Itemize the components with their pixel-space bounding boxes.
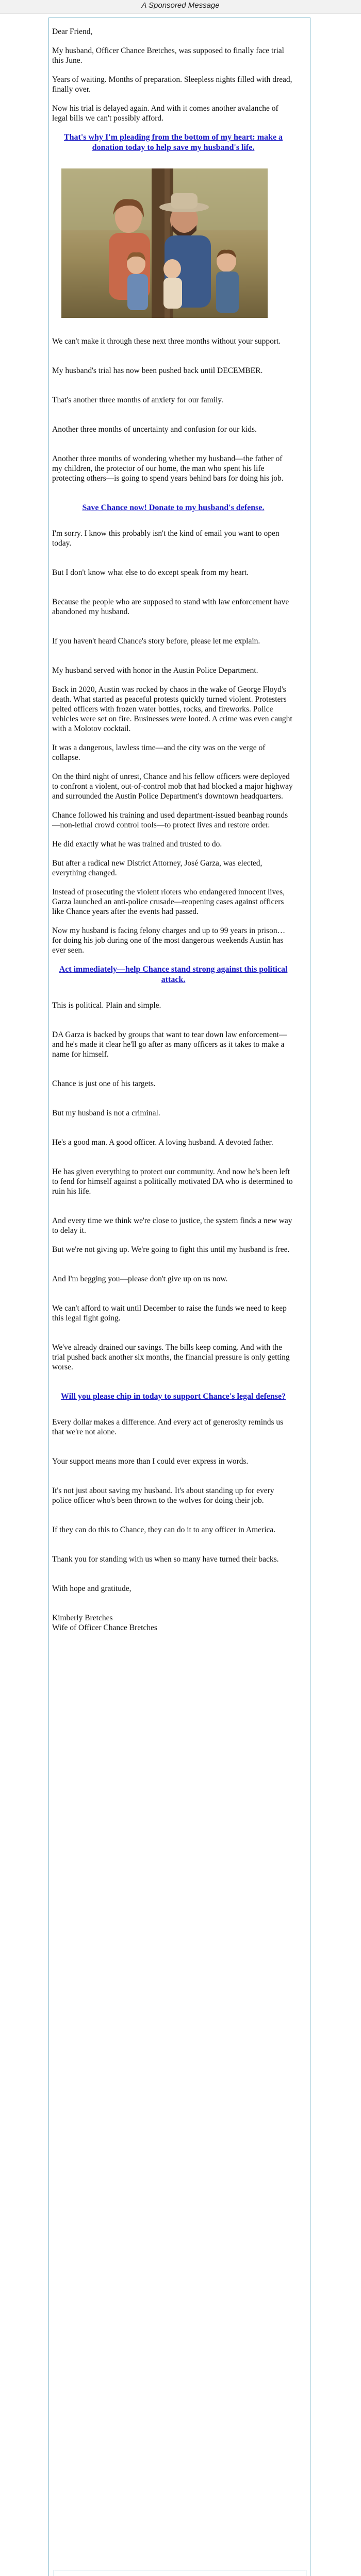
paragraph: Another three months of uncertainty and confusion for our kids. xyxy=(52,425,257,434)
paragraph: I'm sorry. I know this probably isn't the kind of email you want to open today. xyxy=(52,529,280,548)
paragraph: Years of waiting. Months of preparation. Sleepless nights filled with dread, finally over. xyxy=(52,75,292,94)
paragraph: Chance is just one of his targets. xyxy=(52,1079,156,1088)
donate-link-2[interactable]: Save Chance now! Donate to my husband's defense. xyxy=(82,503,265,512)
paragraph: If they can do this to Chance, they can do it to any officer in America. xyxy=(52,1526,276,1534)
paragraph: Back in 2020, Austin was rocked by chaos in the wake of George Floyd's death. What started as peaceful protests quickly turned violent. Protesters pelted officers with frozen water bottles, rocks, and fireworks. Police vehicles were set on fire. Businesses were looted. A crime was even caught with a Molotov cocktail. xyxy=(52,685,292,733)
paragraph: My husband's trial has now been pushed back until DECEMBER. xyxy=(52,366,263,375)
email-empty-box xyxy=(54,2570,306,2576)
paragraph: Every dollar makes a difference. And every act of generosity reminds us that we're not alone. xyxy=(52,1418,284,1436)
closing: With hope and gratitude, xyxy=(52,1584,132,1593)
donate-link-4[interactable]: Will you please chip in today to support Chance's legal defense? xyxy=(60,1392,286,1401)
paragraph: But I don't know what else to do except speak from my heart. xyxy=(52,568,249,577)
paragraph: We've already drained our savings. The bills keep coming. And with the trial pushed back another six months, the financial pressure is only getting worse. xyxy=(52,1343,290,1371)
paragraph: DA Garza is backed by groups that want to tear down law enforcement—and he's made it clear he'll go after as many officers as it takes to make a name for himself. xyxy=(52,1030,287,1059)
paragraph: Because the people who are supposed to stand with law enforcement have abandoned my husband. xyxy=(52,598,289,616)
paragraph: That's another three months of anxiety for our family. xyxy=(52,396,223,404)
signature xyxy=(52,1613,294,1633)
paragraph: It was a dangerous, lawless time—and the city was on the verge of collapse. xyxy=(52,743,266,762)
signature-name: Kimberly Bretches xyxy=(52,1614,113,1622)
paragraph: We can't make it through these next three months without your support. xyxy=(52,337,281,346)
paragraph: Instead of prosecuting the violent rioters who endangered innocent lives, Garza launched an anti-police crusade—reopening cases against officers like Chance years after the events had passed. xyxy=(52,888,285,916)
paragraph: And every time we think we're close to justice, the system finds a new way to delay it. xyxy=(52,1216,292,1235)
paragraph: But my husband is not a criminal. xyxy=(52,1109,160,1117)
sponsored-banner: A Sponsored Message xyxy=(0,0,361,14)
paragraph: My husband, Officer Chance Bretches, was supposed to finally face trial this June. xyxy=(52,46,284,65)
paragraph: But we're not giving up. We're going to fight this until my husband is free. xyxy=(52,1245,290,1254)
letter-body xyxy=(52,27,294,1633)
paragraph: On the third night of unrest, Chance and his fellow officers were deployed to confront a violent, out-of-control mob that had blocked a major highway and surrounded the Austin Police Department's downtown headquarters. xyxy=(52,772,293,801)
paragraph: Another three months of wondering whether my husband—the father of my children, the protector of our home, the man who spent his life protecting others—is going to spend years behind bars for doing his job. xyxy=(52,454,284,483)
paragraph: And I'm begging you—please don't give up on us now. xyxy=(52,1275,228,1283)
paragraph: He has given everything to protect our community. And now he's been left to fend for himself against a politically motivated DA who is determined to ruin his life. xyxy=(52,1167,293,1196)
paragraph: He did exactly what he was trained and trusted to do. xyxy=(52,840,222,849)
paragraph: He's a good man. A good officer. A loving husband. A devoted father. xyxy=(52,1138,273,1147)
donate-link-3[interactable]: Act immediately—help Chance stand strong against this political attack. xyxy=(59,965,288,984)
paragraph: Now his trial is delayed again. And with it comes another avalanche of legal bills we can't possibly afford. xyxy=(52,104,278,123)
paragraph: This is political. Plain and simple. xyxy=(52,1001,161,1010)
paragraph: But after a radical new District Attorney, José Garza, was elected, everything changed. xyxy=(52,859,262,877)
paragraph: Now my husband is facing felony charges and up to 99 years in prison… for doing his job during one of the most dangerous weekends Austin has ever seen. xyxy=(52,926,286,955)
paragraph: It's not just about saving my husband. It's about standing up for every police officer who's been thrown to the wolves for doing their job. xyxy=(52,1486,274,1505)
paragraph: Thank you for standing with us when so many have turned their backs. xyxy=(52,1555,279,1564)
donate-link-1[interactable]: That's why I'm pleading from the bottom of my heart: make a donation today to help save my husband's life. xyxy=(63,133,283,152)
paragraph: My husband served with honor in the Austin Police Department. xyxy=(52,666,258,675)
paragraph: Your support means more than I could ever express in words. xyxy=(52,1457,249,1466)
paragraph: If you haven't heard Chance's story before, please let me explain. xyxy=(52,637,260,646)
greeting: Dear Friend, xyxy=(52,27,93,36)
family-photo xyxy=(61,168,268,318)
paragraph: Chance followed his training and used department-issued beanbag rounds—non-lethal crowd control tools—to protect lives and restore order. xyxy=(52,811,288,829)
paragraph: We can't afford to wait until December to raise the funds we need to keep this legal fight going. xyxy=(52,1304,287,1323)
signature-title: Wife of Officer Chance Bretches xyxy=(52,1623,157,1632)
